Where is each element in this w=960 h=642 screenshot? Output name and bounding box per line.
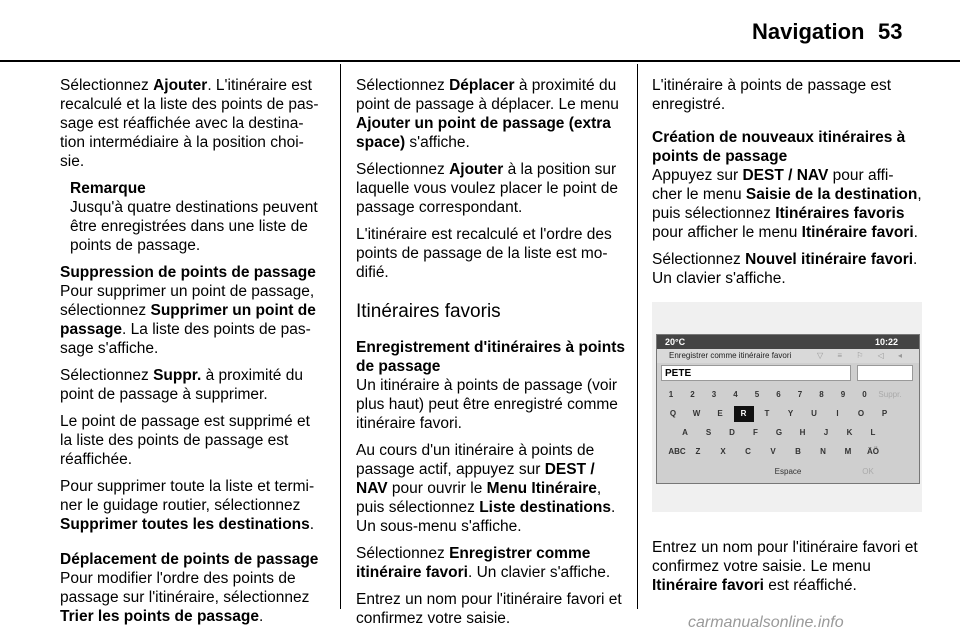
keyboard-key[interactable]: 9 [840,390,846,399]
note-title: Remarque [70,180,146,197]
column-divider-1 [340,64,341,609]
keyboard-key[interactable]: ABC [668,447,686,456]
keyboard-key[interactable]: T [764,409,770,418]
ok-key[interactable]: OK [862,467,874,476]
keyboard-row-1 [657,406,919,422]
paragraph: Sélectionnez Ajouter à la position sur laquelle vous voulez placer le point de passage correspondant. [356,161,618,216]
keyboard-key[interactable]: Suppr. [878,390,902,399]
column-divider-2 [637,64,638,609]
keyboard-screenshot [652,302,922,512]
column-2 [356,76,626,636]
paragraph: Entrez un nom pour l'itinéraire favori et confirmez votre saisie. [356,591,622,627]
keyboard-row-3 [657,444,919,460]
paragraph: Pour supprimer toute la liste et termi-ner le guidage routier, sélectionnez Supprimer toutes les destinations. [60,478,315,533]
keyboard-key[interactable]: D [729,428,735,437]
keyboard-key[interactable]: G [775,428,783,437]
keyboard-key[interactable]: F [753,428,758,437]
keyboard-key[interactable]: 3 [711,390,717,399]
keyboard-key[interactable]: I [836,409,839,418]
keyboard-key[interactable]: 4 [733,390,738,399]
keyboard-key[interactable]: U [811,409,817,418]
status-bar [657,335,919,349]
paragraph: Au cours d'un itinéraire à points de passage actif, appuyez sur DEST / NAV pour ouvrir le Menu Itinéraire, puis sélectionnez Liste destinations. Un sous-menu s'affiche. [356,442,616,535]
section-heading: Création de nouveaux itinéraires à points de passage [652,129,906,165]
column-1 [60,76,325,634]
clock: 10:22 [875,337,899,347]
keyboard-key[interactable]: N [820,447,826,456]
page-header [0,0,960,64]
paragraph: Pour supprimer un point de passage, sélectionnez Supprimer un point de passage. La liste des points de pas-sage s'affiche. [60,283,316,357]
keyboard-key[interactable]: ÄÖ [867,447,879,456]
paragraph: Sélectionnez Suppr. à proximité du point de passage à supprimer. [60,367,303,403]
paragraph: Sélectionnez Déplacer à proximité du point de passage à déplacer. Le menu Ajouter un point de passage (extra space) s'affiche. [356,77,619,151]
keyboard-key[interactable]: S [705,428,712,437]
screen-subtitle: Enregistrer comme itinéraire favori [669,351,792,360]
section-heading: Enregistrement d'itinéraires à points de passage [356,339,625,375]
header-rule [0,60,960,62]
keyboard-key[interactable]: 0 [862,390,867,399]
keyboard-key[interactable]: C [745,447,751,456]
column-3 [652,76,922,603]
paragraph: Un itinéraire à points de passage (voir plus haut) peut être enregistré comme itinéraire favori. [356,377,618,432]
keyboard-key[interactable]: A [682,428,688,437]
keyboard-key[interactable]: K [846,428,853,437]
section-heading: Suppression de points de passage [60,264,316,281]
keyboard-key[interactable]: 1 [668,390,674,399]
keyboard-key[interactable]: H [799,428,806,437]
keyboard-key[interactable]: W [692,409,701,418]
keyboard-bottom-row [657,463,919,481]
infotainment-display [656,334,920,484]
paragraph: Entrez un nom pour l'itinéraire favori et confirmez votre saisie. Le menu Itinéraire favori est réaffiché. [652,539,918,594]
keyboard-key[interactable]: 7 [797,390,803,399]
watermark: carmanualsonline.info [688,614,844,631]
keyboard-key[interactable]: L [870,428,876,437]
keyboard-key[interactable]: 6 [776,390,781,399]
keyboard-key[interactable]: Z [695,447,701,456]
keyboard-key[interactable]: X [720,447,726,456]
keyboard-key[interactable]: 2 [690,390,695,399]
note-box [70,179,325,255]
paragraph: Pour modifier l'ordre des points de passage sur l'itinéraire, sélectionnez Trier les points de passage. [60,570,310,625]
keyboard-key[interactable]: Y [787,409,794,418]
temperature: 20°C [665,337,686,347]
page-title: Navigation [752,19,865,44]
paragraph: L'itinéraire à points de passage est enregistré. [652,77,892,113]
paragraph: Sélectionnez Enregistrer comme itinéraire favori. Un clavier s'affiche. [356,545,611,581]
keyboard-key[interactable]: V [770,447,776,456]
keyboard-key[interactable]: 5 [754,390,760,399]
paragraph: Le point de passage est supprimé et la liste des points de passage est réaffichée. [60,413,310,468]
keyboard-key[interactable]: E [717,409,723,418]
keyboard-key[interactable]: Q [669,409,677,418]
keyboard-key[interactable]: J [823,428,829,437]
keyboard-key[interactable]: R [734,406,754,422]
status-icons: ▽ ≡ ⚐ ◁ ◂ [817,351,909,360]
keyboard-key[interactable]: B [795,447,801,456]
section-title: Itinéraires favoris [356,301,501,322]
paragraph: Sélectionnez Nouvel itinéraire favori. Un clavier s'affiche. [652,251,918,287]
page-number: 53 [878,19,903,44]
note-text: Jusqu'à quatre destinations peuvent être enregistrées dans une liste de points de passage. [70,199,318,254]
screen-subtitle-bar [657,349,919,363]
keyboard-row-digits [657,387,919,403]
paragraph: Sélectionnez Ajouter. L'itinéraire est recalculé et la liste des points de pas-sage est réaffichée avec la destina-tion intermédiaire à la position choi-sie. [60,77,319,170]
paragraph: L'itinéraire est recalculé et l'ordre des points de passage de la liste est mo-difié. [356,226,612,281]
section-heading: Déplacement de points de passage [60,551,319,568]
paragraph: Appuyez sur DEST / NAV pour affi-cher le menu Saisie de la destination, puis sélectionnez Itinéraires favoris pour afficher le menu Itinéraire favori. [652,167,922,241]
keyboard-key[interactable]: 8 [819,390,824,399]
space-key[interactable]: Espace [774,467,802,476]
keyboard-row-2 [657,425,919,441]
keyboard-key[interactable]: M [844,447,852,456]
keyboard-key[interactable]: O [857,409,865,418]
name-input[interactable]: PETE [661,365,851,381]
input-extension [857,365,913,381]
keyboard-key[interactable]: P [881,409,888,418]
